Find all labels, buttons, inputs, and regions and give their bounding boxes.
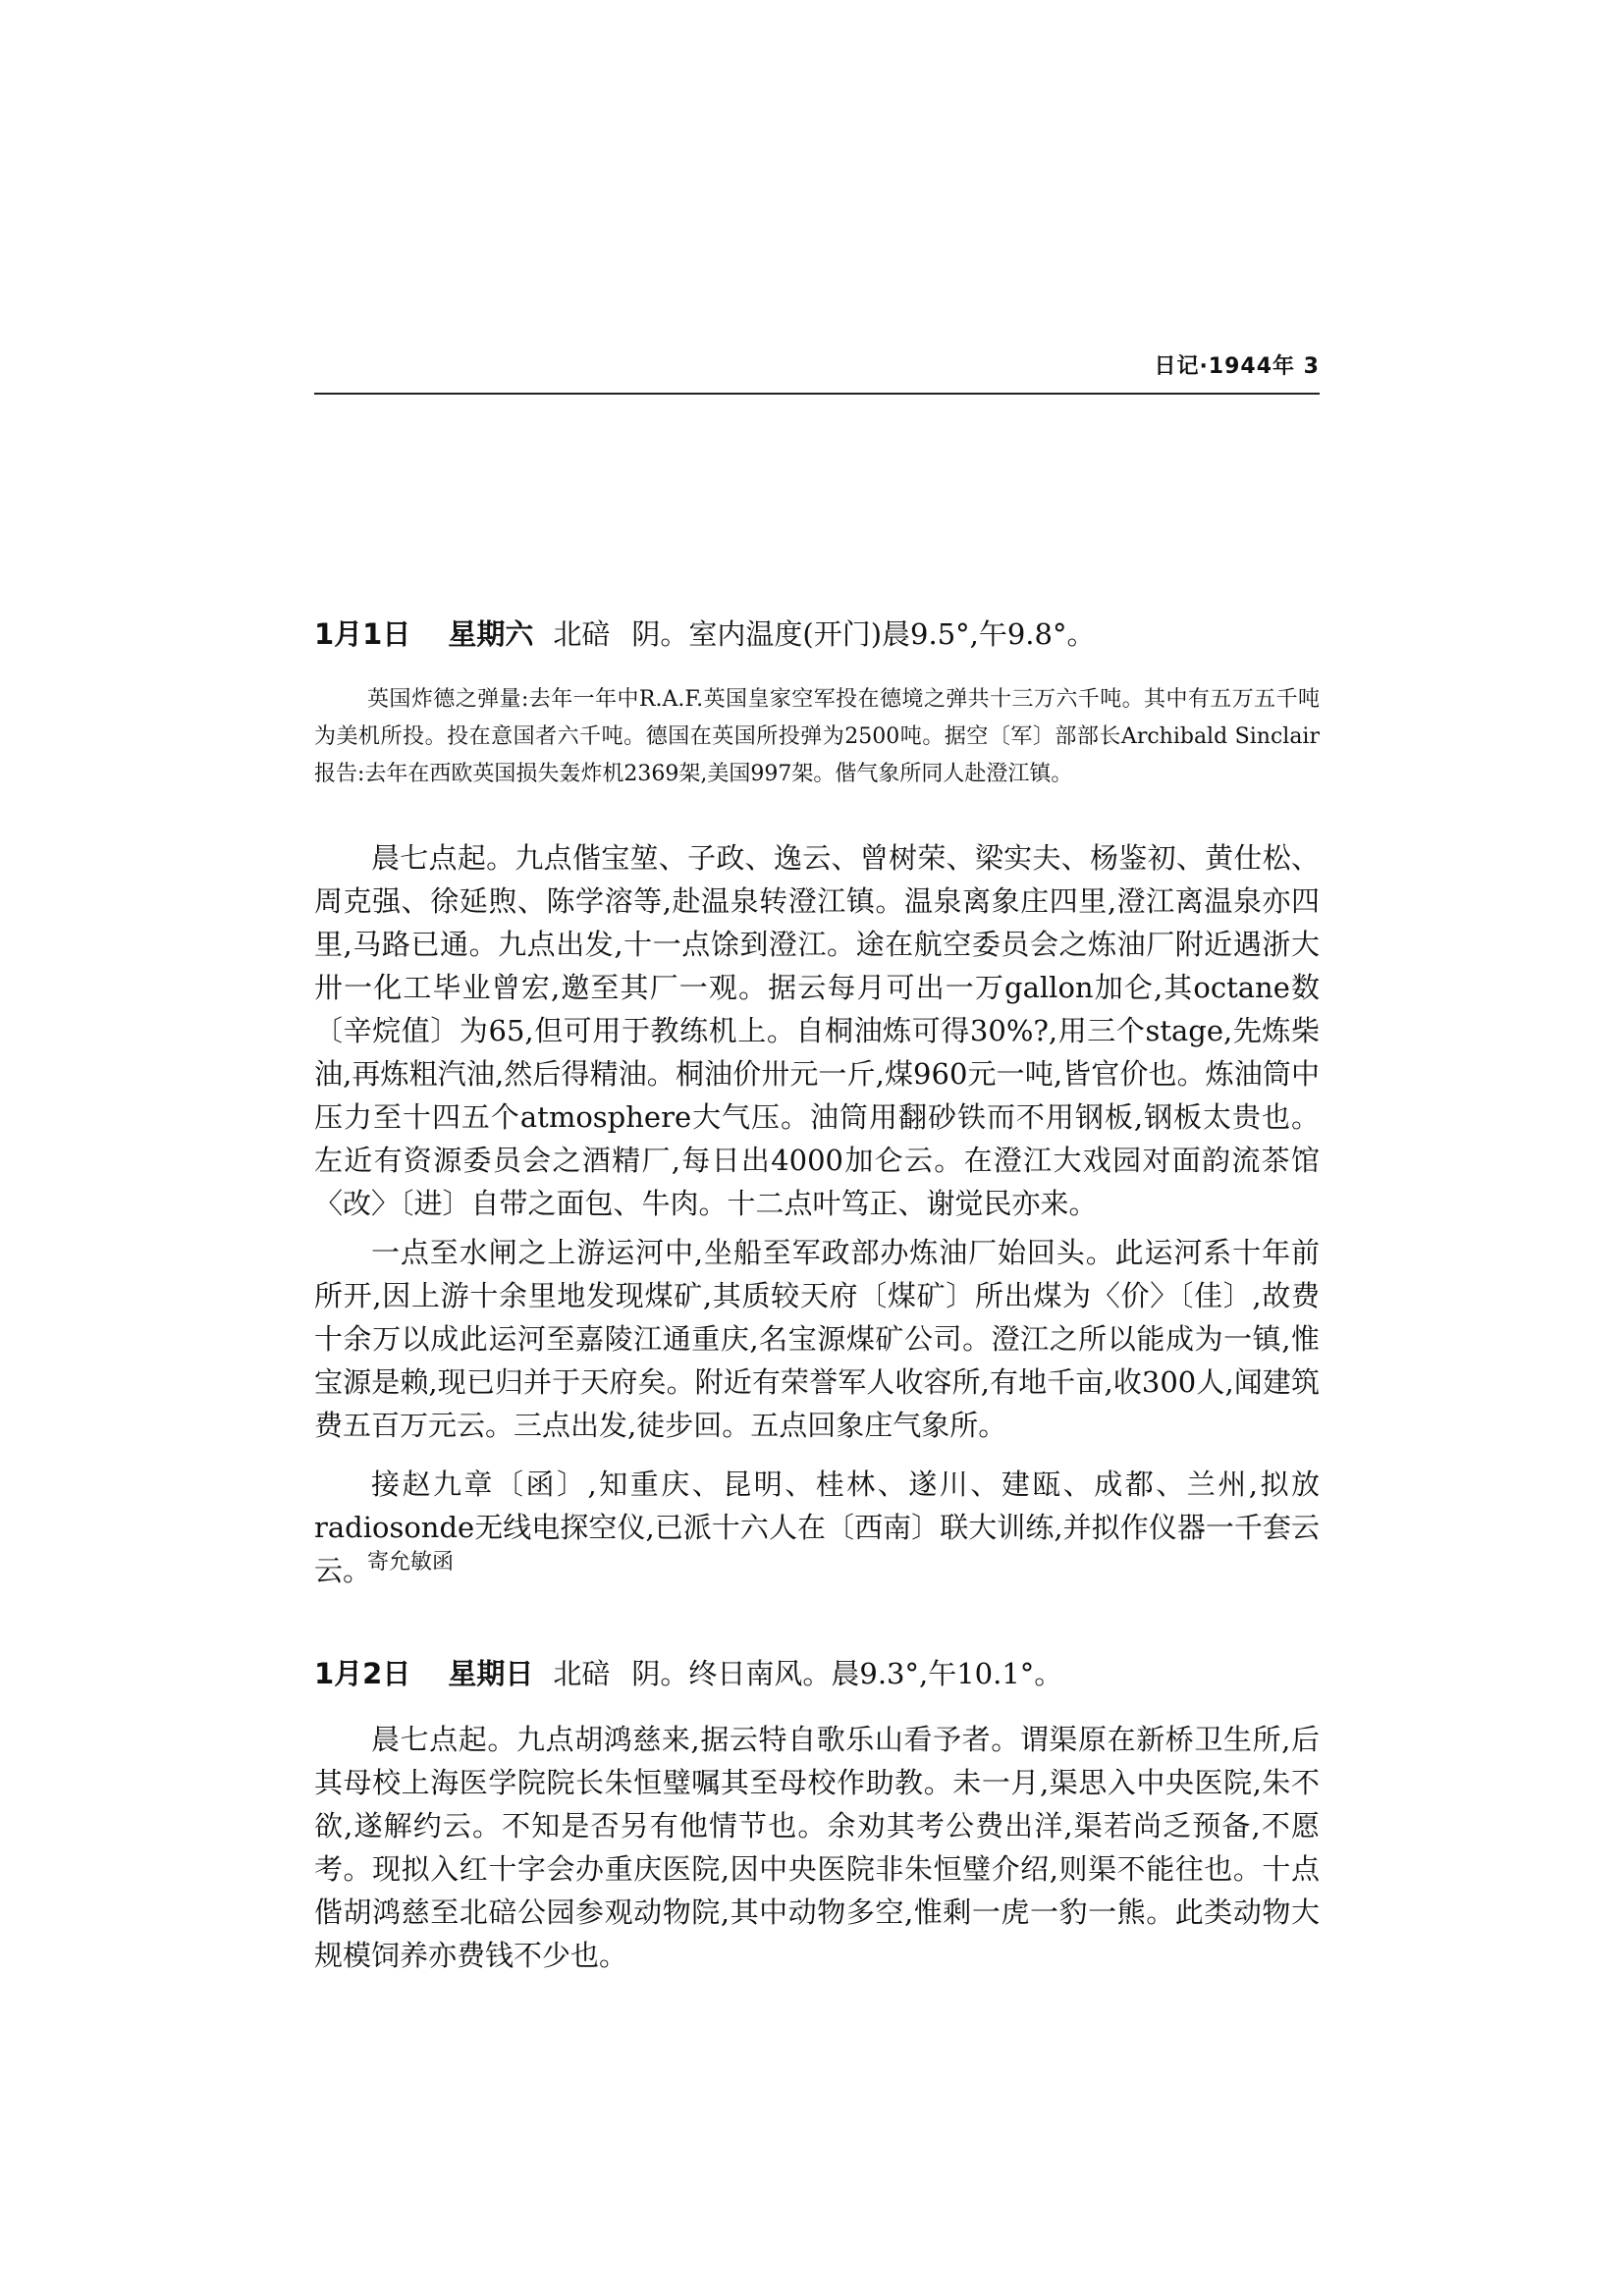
entry-weekday: 星期日 xyxy=(448,1657,534,1690)
entry-header-jan2 xyxy=(314,1654,1062,1693)
entry-date: 1月2日 xyxy=(314,1657,411,1690)
entry-weekday: 星期六 xyxy=(448,617,534,651)
entry-sign: 寄允敏函 xyxy=(367,1550,455,1575)
running-head xyxy=(314,347,1320,395)
entry-weather: 阴。终日南风。晨9.3°,午10.1°。 xyxy=(631,1657,1063,1690)
entry-paragraph: 晨七点起。九点偕宝堃、子政、逸云、曾树荣、梁实夫、杨鉴初、黄仕松、周克强、徐延煦、陈学溶等,赴温泉转澄江镇。温泉离象庄四里,澄江离温泉亦四里,马路已通。九点出发,十一点馀到澄江。途在航空委员会之炼油厂附近遇浙大卅一化工毕业曾宏,邀至其厂一观。据云每月可出一万gallon加仑,其octane数〔辛烷值〕为65,但可用于教练机上。自桐油炼可得30%?,用三个stage,先炼柴油,再炼粗汽油,然后得精油。桐油价卅元一斤,煤960元一吨,皆官价也。炼油筒中压力至十四五个atmosphere大气压。油筒用翻砂铁而不用钢板,钢板太贵也。左近有资源委员会之酒精厂,每日出4000加仑云。在澄江大戏园对面韵流茶馆〈改〉〔进〕自带之面包、牛肉。十二点叶笃正、谢觉民亦来。 xyxy=(314,841,1320,1220)
entry-header-jan1 xyxy=(314,614,1095,654)
entry-place: 北碚 xyxy=(553,1657,611,1690)
running-head-text: 日记·1944年 3 xyxy=(1154,354,1320,379)
entry-paragraph: 晨七点起。九点胡鸿慈来,据云特自歌乐山看予者。谓渠原在新桥卫生所,后其母校上海医学院院长朱恒璧嘱其至母校作助教。未一月,渠思入中央医院,朱不欲,遂解约云。不知是否另有他情节也。余劝其考公费出洋,渠若尚乏预备,不愿考。现拟入红十字会办重庆医院,因中央医院非朱恒璧介绍,则渠不能往也。十点偕胡鸿慈至北碚公园参观动物院,其中动物多空,惟剩一虎一豹一熊。此类动物大规模饲养亦费钱不少也。 xyxy=(314,1723,1320,1972)
entry-paragraph: 接赵九章〔函〕,知重庆、昆明、桂林、遂川、建瓯、成都、兰州,拟放radiosonde无线电探空仪,已派十六人在〔西南〕联大训练,并拟作仪器一千套云云。 xyxy=(314,1468,1320,1587)
entry-weather: 阴。室内温度(开门)晨9.5°,午9.8°。 xyxy=(631,617,1096,651)
entry-place: 北碚 xyxy=(553,617,611,651)
entry-paragraph: 一点至水闸之上游运河中,坐船至军政部办炼油厂始回头。此运河系十年前所开,因上游十余里地发现煤矿,其质较天府〔煤矿〕所出煤为〈价〉〔佳〕,故费十余万以成此运河至嘉陵江通重庆,名宝源煤矿公司。澄江之所以能成为一镇,惟宝源是赖,现已归并于天府矣。附近有荣誉军人收容所,有地千亩,收300人,闻建筑费五百万元云。三点出发,徒步回。五点回象庄气象所。 xyxy=(314,1236,1320,1442)
entry-date: 1月1日 xyxy=(314,617,411,651)
entry-note: 英国炸德之弹量:去年一年中R.A.F.英国皇家空军投在德境之弹共十三万六千吨。其中有五万五千吨为美机所投。投在意国者六千吨。德国在英国所投弹为2500吨。据空〔军〕部部长Archibald Sinclair报告:去年在西欧英国损失轰炸机2369架,美国997架。偕气象所同人赴澄江镇。 xyxy=(314,687,1320,786)
